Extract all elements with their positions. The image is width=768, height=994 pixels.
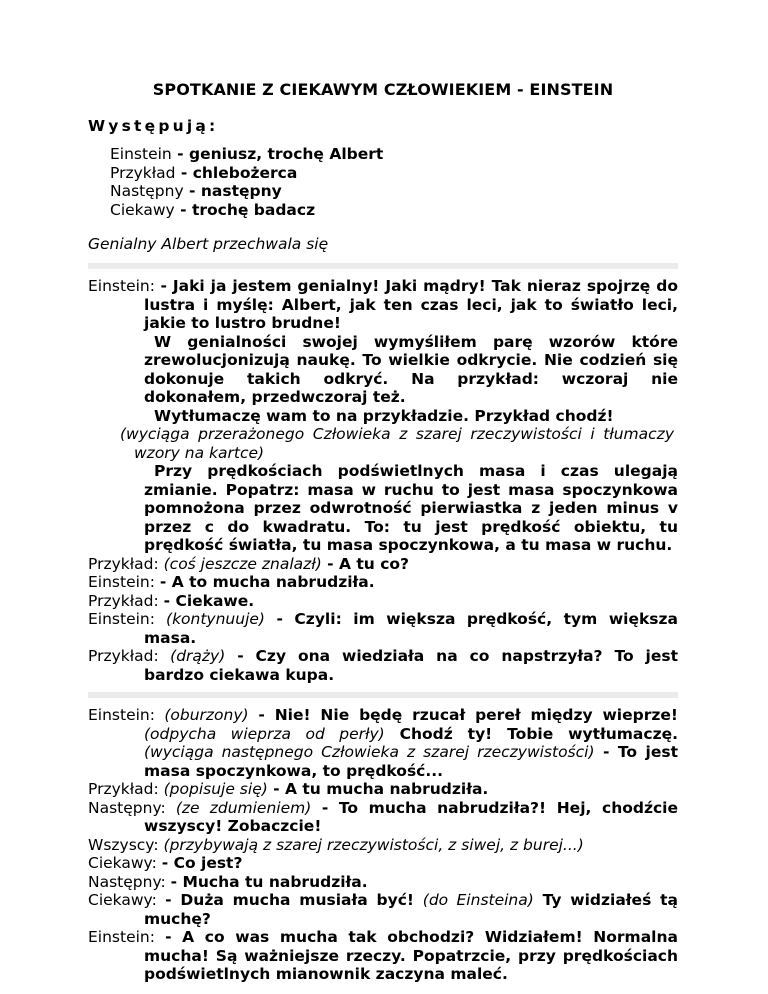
dialogue-line [88,891,678,928]
stage-text: (przybywają z szarej rzeczywistości, z siwej, z burej...) [163,835,584,854]
dialogue-line [88,854,678,873]
cast-name: Einstein [110,145,172,163]
speech: - Mucha tu nabrudziła. [170,872,368,891]
cast-item [110,164,678,183]
cast-desc: - następny [183,182,282,200]
scene-subtitle: Genialny Albert przechwala się [88,235,329,253]
stage-text: (do Einsteina) [422,891,534,909]
dialogue-line [88,592,678,611]
speaker: Przykład: [88,591,164,610]
stage-text: (ze zdumieniem) [175,798,312,817]
dialogue-paragraph [88,407,678,426]
speech: - Co jest? [161,854,243,872]
stage-text: (wyciąga przerażonego Człowieka z szarej rzeczywistości i tłumaczy wzory na kartce) [120,425,674,462]
speech: - Duża mucha musiała być! [165,891,423,909]
speech: - A tu co? [321,554,410,573]
speech: W genialności swojej wymyśliłem parę wzorów które zrewolucjonizują naukę. To wielkie odkrycie. Nie codzień się dokonuje takich odkryć. Na przykład: wczoraj nie dokonałem, przedwczoraj też. [144,332,678,406]
section-divider [88,263,678,269]
speaker: Przykład: [88,647,171,665]
stage-text: (coś jeszcze znalazł) [163,554,322,573]
stage-text: (drąży) [170,647,226,665]
speech: - To jest masa spoczynkowa, to prędkość... [144,743,678,780]
dialogue-line [88,706,678,780]
dialogue-line [88,799,678,836]
speaker: Ciekawy: [88,854,162,872]
dialogue-paragraph [88,462,678,555]
speaker: Einstein: [88,610,167,628]
cast-desc: - trochę badacz [174,200,316,219]
dialogue-line [88,836,678,855]
speech: Przy prędkościach podświetlnych masa i czas ulegają zmianie. Popatrz: masa w ruchu to jest masa spoczynkowa pomnożona przez odwrotność pierwiastka z jeden minus v przez c do kwadratu. To: tu jest prędkość obiektu, tu prędkość światła, tu masa spoczynkowa, a tu masa w ruchu. [144,462,678,554]
stage-text: (kontynuuje) [166,610,265,628]
cast-name: Następny [110,182,184,200]
cast-desc: - chlebożerca [175,163,298,182]
speech: - To mucha nabrudziła?! Hej, chodźcie wszyscy! Zobaczcie! [144,798,679,835]
cast-desc: - geniusz, trochę Albert [171,145,384,163]
stage-direction [102,425,678,462]
dialogue-line [88,780,678,799]
speaker: Przykład: [88,780,164,798]
document-page [88,80,678,984]
cast-name: Ciekawy [110,200,175,219]
speaker: Einstein: [88,928,166,946]
stage-text: (popisuje się) [163,780,268,798]
speaker: Następny: [88,872,171,891]
dialogue-line [88,647,678,684]
dialogue-line [88,573,678,592]
cast-item [110,182,678,201]
speech: Ty widziałeś tą muchę? [144,891,678,928]
speaker: Einstein: [88,277,161,295]
speech: - Czy ona wiedziała na co napstrzyła? To jest bardzo ciekawa kupa. [144,647,679,684]
stage-text: (wyciąga następnego Człowieka z szarej rzeczywistości) [144,743,595,761]
speech: - Ciekawe. [163,591,255,610]
speech: Wytłumaczę wam to na przykładzie. Przykład chodź! [154,406,614,425]
dialogue-paragraph [88,333,678,407]
cast-item [110,145,678,164]
cast-name: Przykład [110,163,176,182]
section-divider [88,692,678,698]
speaker: Einstein: [88,573,160,591]
speech: - Czyli: im większa prędkość, tym większa masa. [144,610,678,647]
document-title: SPOTKANIE Z CIEKAWYM CZŁOWIEKIEM - EINSTEIN [152,80,614,99]
speech: - A to mucha nabrudziła. [159,573,375,591]
dialogue-line [88,928,678,984]
speech: - Nie! Nie będę rzucał pereł między wieprze! [248,706,678,724]
speaker: Ciekawy: [88,891,166,909]
stage-text: (odpycha wieprza od perły) [144,724,385,743]
cast-item [110,201,678,220]
speech: - Jaki ja jestem genialny! Jaki mądry! Tak nieraz spojrzę do lustra i myślę: Albert, jak ten czas leci, jak to światło leci, jakie to lustro brudne! [144,277,678,332]
speaker: Einstein: [88,706,165,724]
speech: Chodź ty! Tobie wytłumaczę. [384,724,678,743]
speaker: Przykład: [88,554,164,573]
cast-heading: Występują: [88,117,219,135]
speaker: Następny: [88,798,176,817]
dialogue-line [88,555,678,574]
speaker: Wszyscy: [88,835,164,854]
dialogue-line [88,610,678,647]
cast-list [110,145,678,219]
stage-text: (oburzony) [164,706,249,724]
speech: - A co was mucha tak obchodzi? Widziałem! Normalna mucha! Są ważniejsze rzeczy. Popatrzcie, przy prędkościach podświetlnych mianownik zaczyna maleć. [144,928,678,983]
speech: - A tu mucha nabrudziła. [267,780,489,798]
dialogue-line [88,873,678,892]
dialogue-line [88,277,678,333]
